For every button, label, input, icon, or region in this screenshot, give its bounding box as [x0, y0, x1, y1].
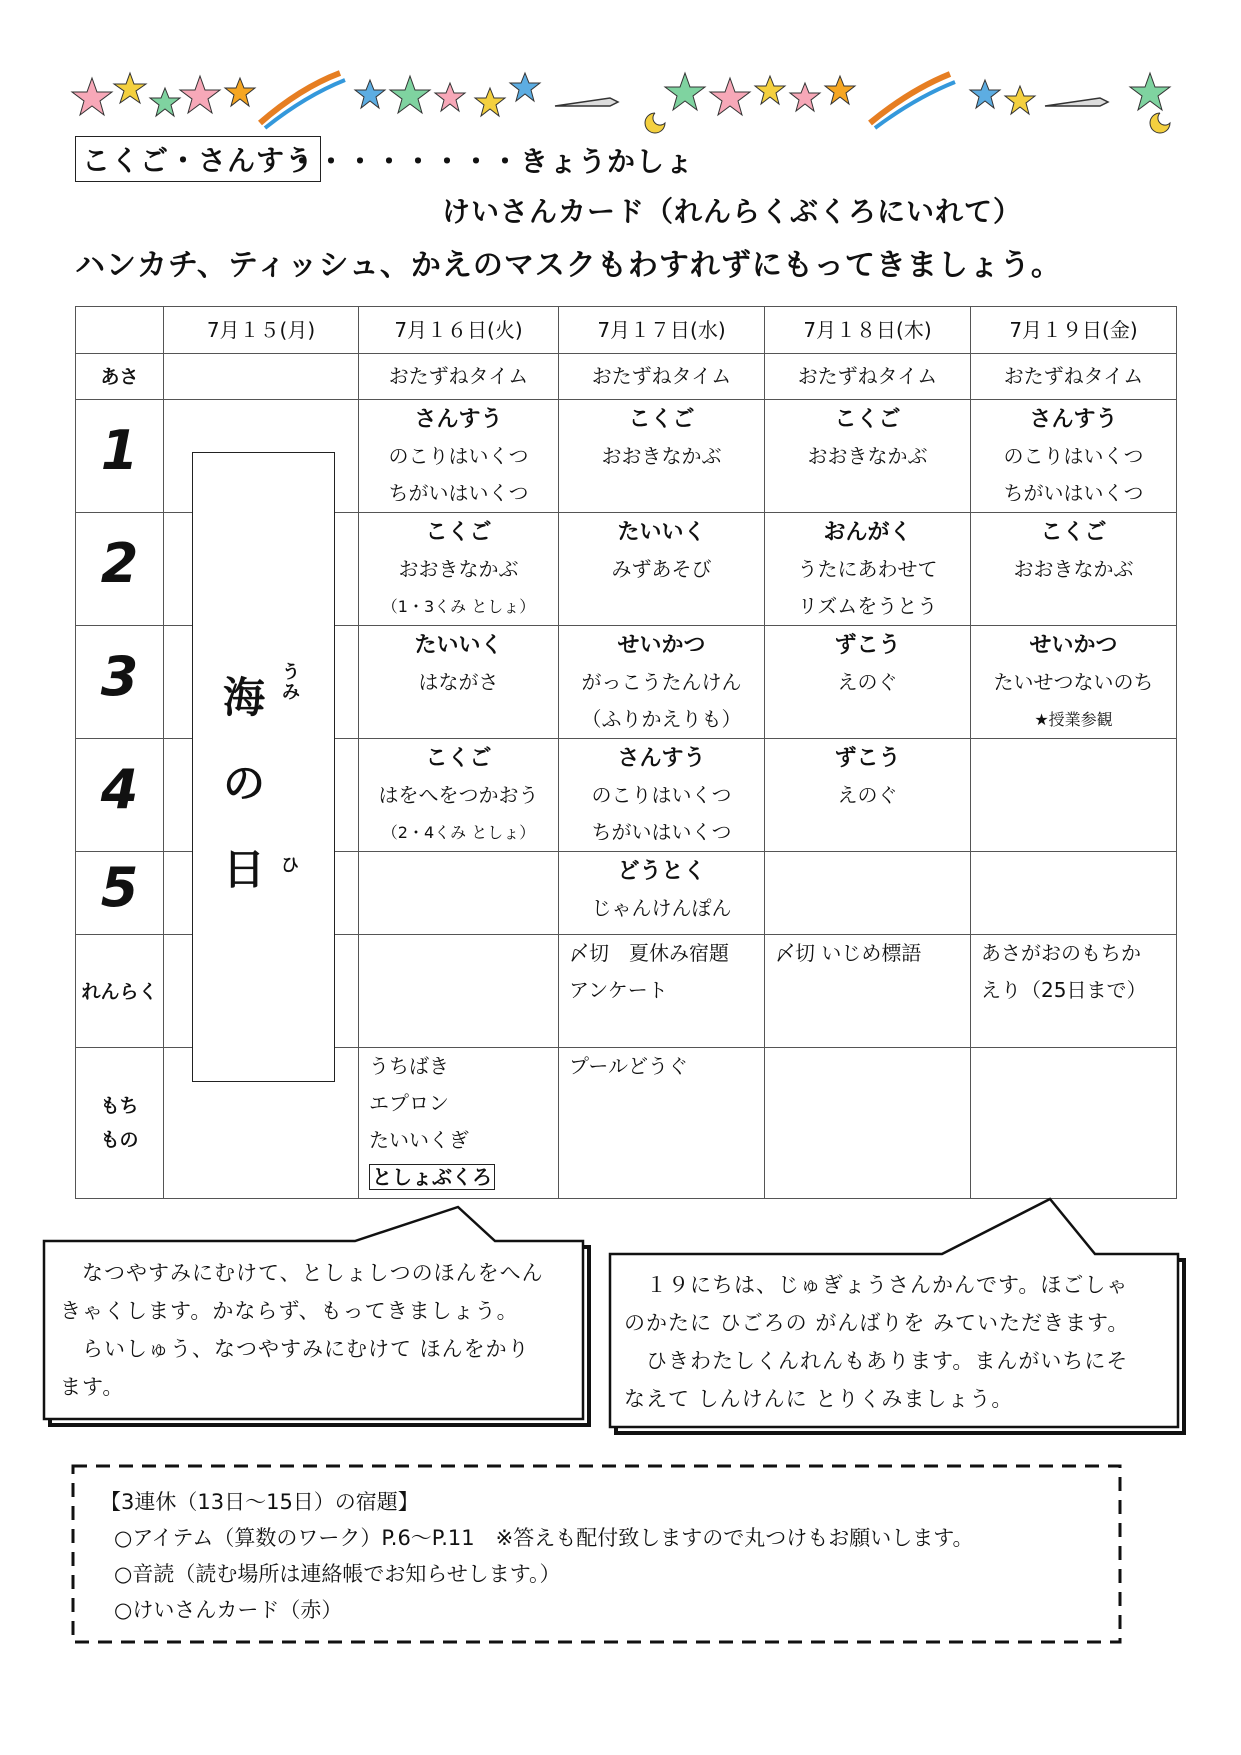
cell-thu-renraku: 〆切 いじめ標語: [765, 935, 971, 1048]
cell-wed-p5: どうとく じゃんけんぽん: [559, 852, 765, 935]
cell-tue-mochimono: うちばき エプロン たいいくぎ としょぶくろ: [359, 1048, 559, 1199]
homework-item: ○アイテム（算数のワーク）P.6～P.11 ※答えも配付致しますので丸つけもお願いします。: [114, 1526, 974, 1550]
holiday-ruby-umi: うみ: [282, 662, 300, 703]
cell-tue-p1: さんすう のこりはいくつ ちがいはいくつ: [359, 400, 559, 513]
cell-fri-asa: おたずねタイム: [971, 354, 1177, 400]
open-class-notice-text: １９にちは、じゅぎょうさんかんです。ほごしゃ のかたに ひごろの がんばりを みていただきます。 ひきわたしくんれんもあります。まんがいちにそ なえて しんけんに とりくみましょう。: [624, 1273, 1130, 1411]
cell-tue-asa: おたずねタイム: [359, 354, 559, 400]
holiday-char-no: の: [223, 759, 266, 808]
row-label-mochimono: もち もの: [76, 1048, 164, 1199]
holiday-char-hi: 日: [223, 845, 266, 894]
cell-wed-asa: おたずねタイム: [559, 354, 765, 400]
row-label-period-2: 2: [76, 513, 164, 626]
cell-fri-p1: さんすう のこりはいくつ ちがいはいくつ: [971, 400, 1177, 513]
cell-thu-p4: ずこう えのぐ: [765, 739, 971, 852]
library-notice-text: なつやすみにむけて、としょしつのほんをへん きゃくします。かならず、もってきましょう。 らいしゅう、なつやすみにむけて ほんをかり ます。: [60, 1261, 544, 1399]
day-header-mon: 7月１５(月): [164, 307, 359, 354]
homework-section: [100, 1484, 974, 1628]
cell-thu-asa: おたずねタイム: [765, 354, 971, 400]
row-label-asa: あさ: [76, 354, 164, 400]
homework-item: ○けいさんカード（赤）: [114, 1598, 343, 1622]
cell-wed-p1: こくご おおきなかぶ: [559, 400, 765, 513]
holiday-char-umi: 海: [223, 673, 266, 722]
subject-label-box: こくご・さんすう: [75, 136, 321, 182]
cell-thu-p3: ずこう えのぐ: [765, 626, 971, 739]
day-header-tue: 7月１６日(火): [359, 307, 559, 354]
cell-tue-p2: こくご おおきなかぶ （1・3くみ としょ）: [359, 513, 559, 626]
day-header-thu: 7月１８日(木): [765, 307, 971, 354]
day-header-fri: 7月１９日(金): [971, 307, 1177, 354]
cell-wed-p4: さんすう のこりはいくつ ちがいはいくつ: [559, 739, 765, 852]
cell-wed-p2: たいいく みずあそび: [559, 513, 765, 626]
textbook-note: ・・・・・・・・きょうかしょ: [288, 145, 695, 178]
cell-fri-p2: こくご おおきなかぶ: [971, 513, 1177, 626]
cell-fri-renraku: あさがおのもちか えり（25日まで）: [971, 935, 1177, 1048]
homework-title: 【3連休（13日～15日）の宿題】: [100, 1490, 419, 1514]
cell-fri-p3: せいかつ たいせつないのち ★授業参観: [971, 626, 1177, 739]
cell-thu-p2: おんがく うたにあわせて リズムをうとう: [765, 513, 971, 626]
cell-wed-p3: せいかつ がっこうたんけん （ふりかえりも）: [559, 626, 765, 739]
row-label-period-4: 4: [76, 739, 164, 852]
homework-item: ○音読（読む場所は連絡帳でお知らせします。）: [114, 1562, 561, 1586]
row-label-period-5: 5: [76, 852, 164, 935]
holiday-ruby-hi: ひ: [281, 855, 299, 876]
calc-card-note: けいさんカード（れんらくぶくろにいれて）: [442, 195, 1023, 228]
row-label-period-3: 3: [76, 626, 164, 739]
cell-thu-p1: こくご おおきなかぶ: [765, 400, 971, 513]
day-header-wed: 7月１７日(水): [559, 307, 765, 354]
row-label-period-1: 1: [76, 400, 164, 513]
cell-tue-p4: こくご はをへをつかおう （2・4くみ としょ）: [359, 739, 559, 852]
cell-wed-renraku: 〆切 夏休み宿題 アンケート: [559, 935, 765, 1048]
row-label-renraku: れんらく: [76, 935, 164, 1048]
library-bag-label: としょぶくろ: [369, 1164, 495, 1190]
belongings-reminder: ハンカチ、ティッシュ、かえのマスクもわすれずにもってきましょう。: [75, 248, 1062, 283]
cell-wed-mochimono: プールどうぐ: [559, 1048, 765, 1199]
cell-tue-p3: たいいく はながさ: [359, 626, 559, 739]
